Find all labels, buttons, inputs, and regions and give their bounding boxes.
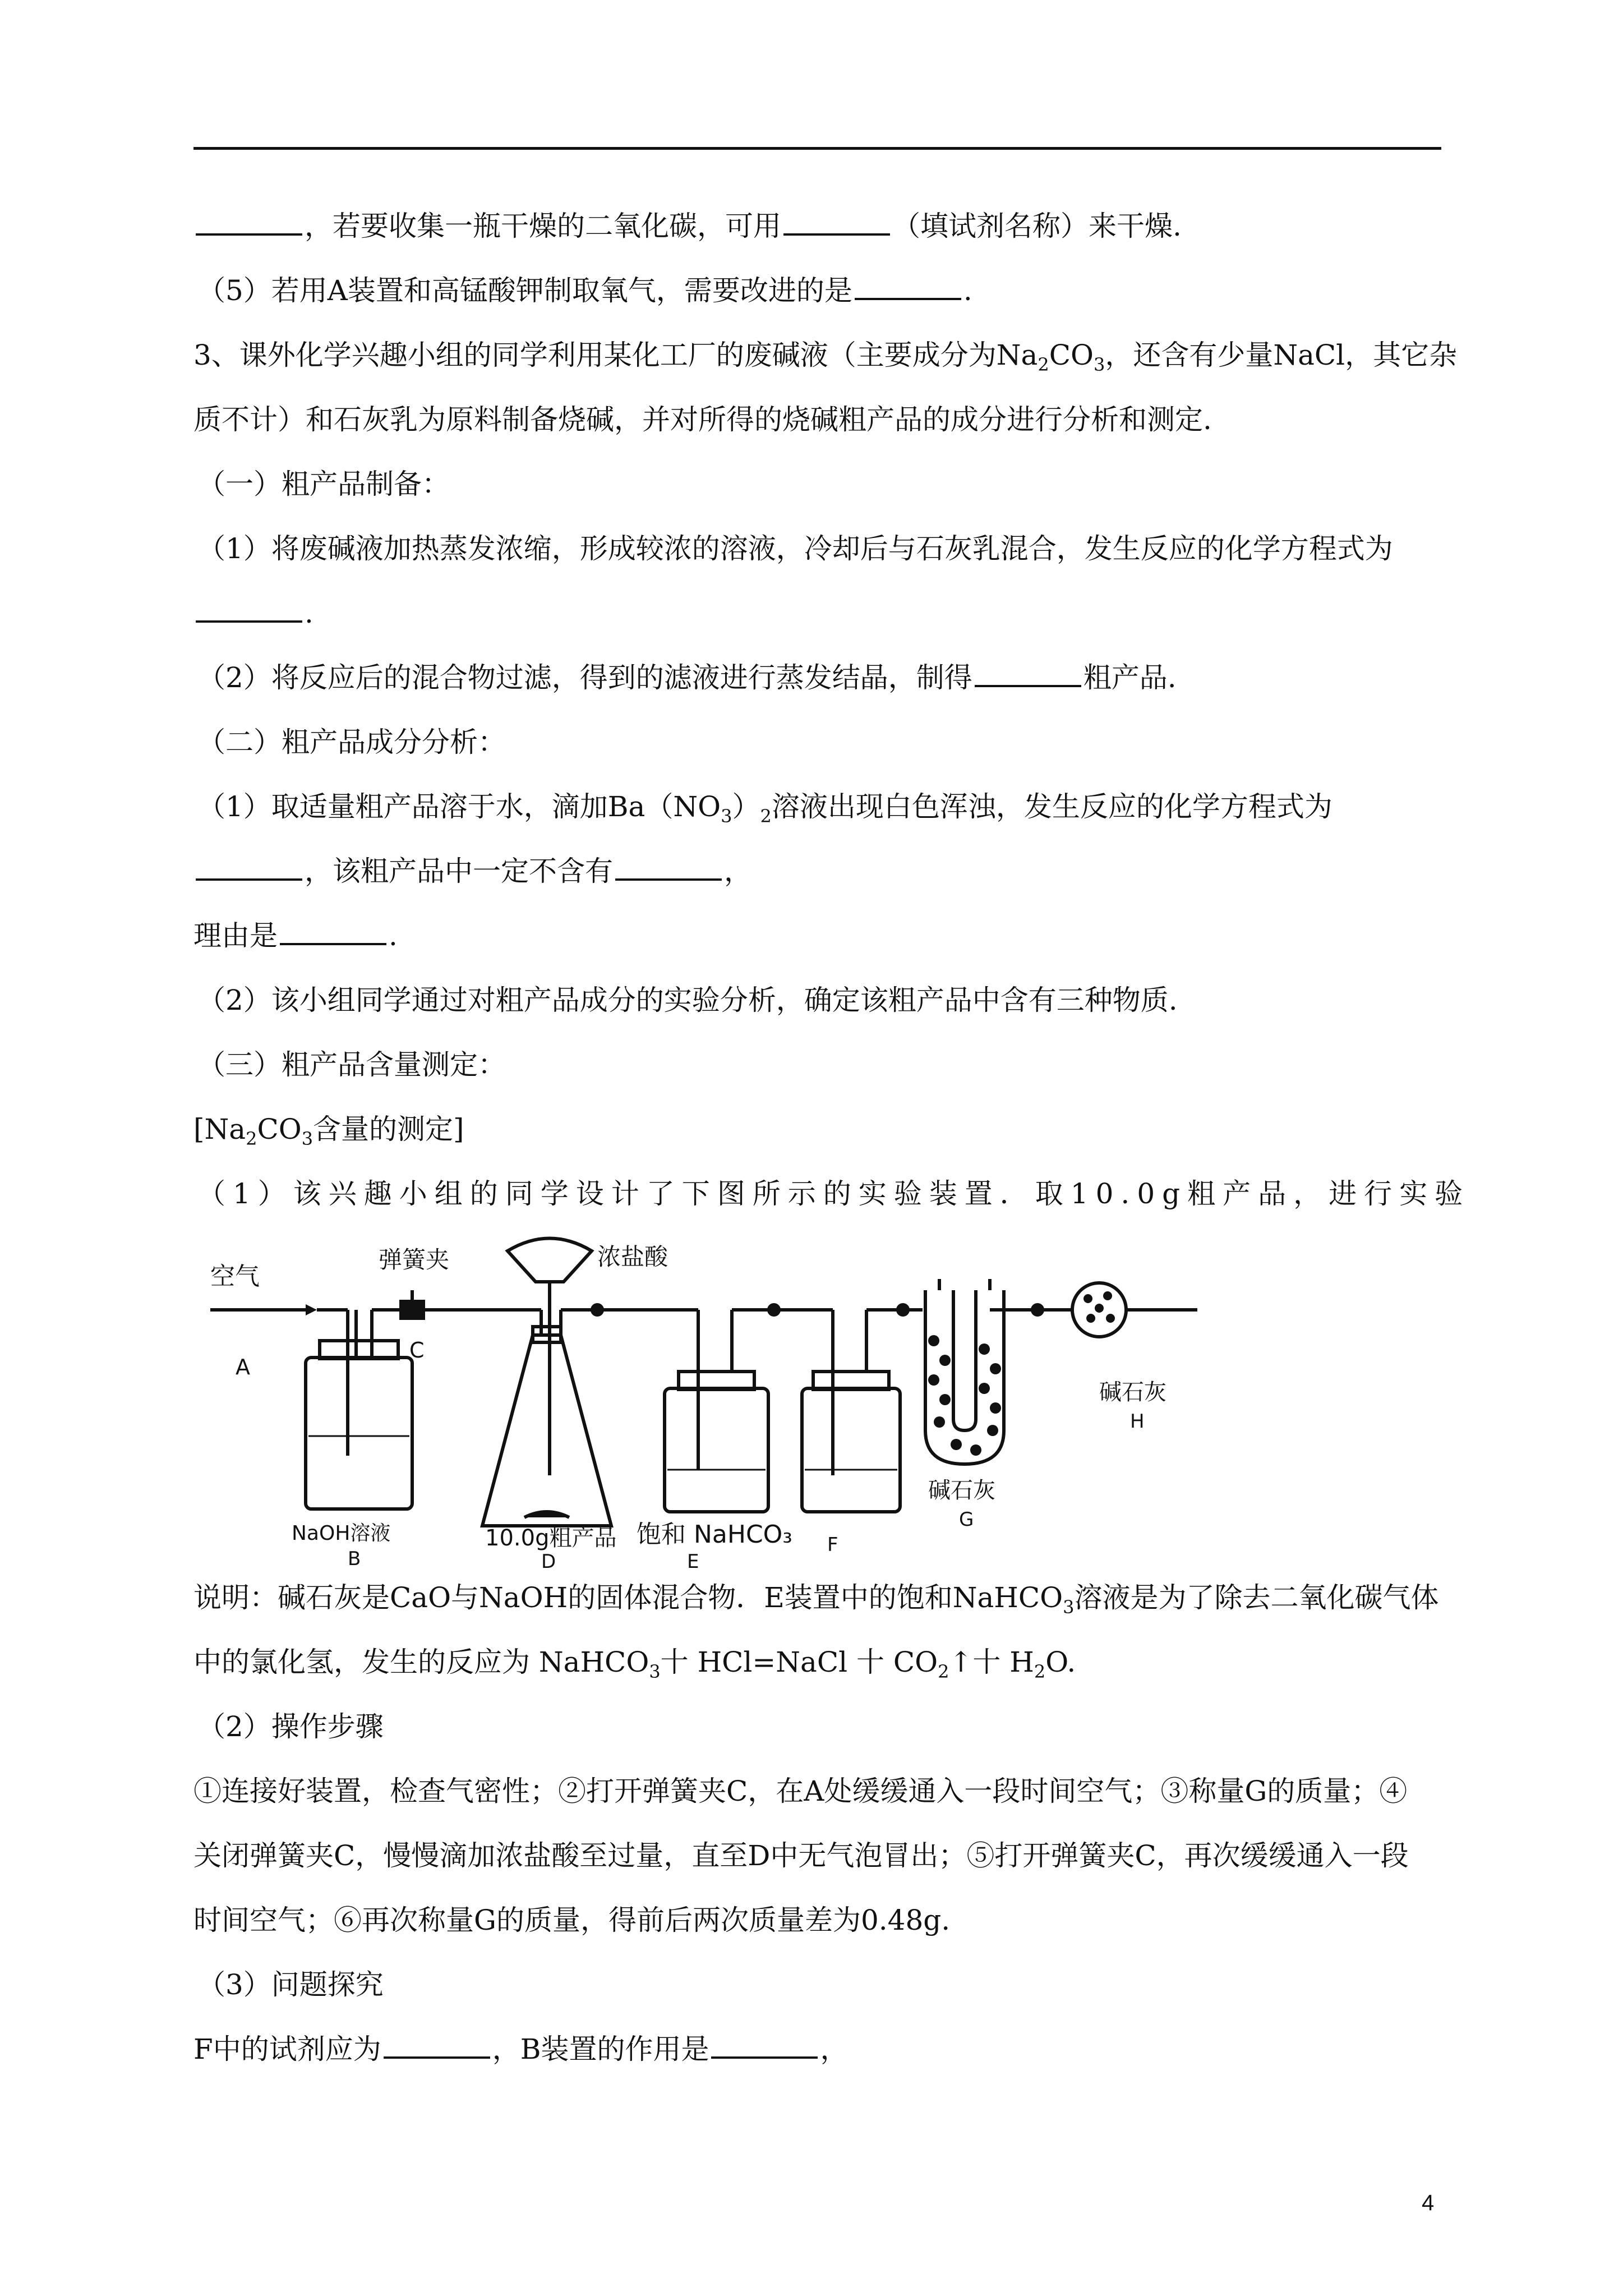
label-e: E bbox=[687, 1550, 699, 1573]
label-soda-lime-g: 碱石灰 bbox=[928, 1478, 995, 1503]
text-line-12: 理由是 . bbox=[193, 919, 398, 952]
label-naoh-solution: NaOH溶液 bbox=[292, 1522, 391, 1545]
crude-product-sample bbox=[524, 1512, 569, 1517]
bottle-b bbox=[306, 1358, 412, 1509]
label-b: B bbox=[348, 1548, 361, 1570]
section-heading-3: （三）粗产品含量测定： bbox=[197, 1048, 506, 1081]
text-line-19: （2）操作步骤 bbox=[197, 1710, 384, 1743]
label-soda-lime-h: 碱石灰 bbox=[1099, 1379, 1166, 1405]
subsection-heading: [$Na_2CO_3$含量的测定] bbox=[193, 1113, 464, 1149]
label-d: D bbox=[541, 1550, 556, 1573]
text-line-22: 时间空气；⑥再次称量G的质量，得前后两次质量差为0.48g. bbox=[193, 1904, 951, 1936]
text-line-20: ①连接好装置，检查气密性；②打开弹簧夹C，在A处缓缓通入一段时间空气；③称量G的质量；④ bbox=[193, 1775, 1408, 1807]
text-line-1: ，若要收集一瓶干燥的二氧化碳，可用 （填试剂名称）来干燥. bbox=[193, 208, 1182, 245]
text-line-23: （3）问题探究 bbox=[197, 1968, 384, 2001]
label-h: H bbox=[1130, 1410, 1145, 1433]
text-line-21: 关闭弹簧夹C，慢慢滴加浓盐酸至过量，直至D中无气泡冒出；⑤打开弹簧夹C，再次缓缓通入一段 bbox=[193, 1839, 1409, 1872]
text-line-11: ，该粗产品中一定不含有 ， bbox=[193, 853, 752, 890]
answer-blank[interactable] bbox=[975, 662, 1081, 687]
section-heading-2: （二）粗产品成分分析： bbox=[197, 726, 506, 758]
bottle-e bbox=[665, 1388, 768, 1512]
answer-blank[interactable] bbox=[196, 598, 302, 623]
text-line-4: 质不计）和石灰乳为原料制备烧碱，并对所得的烧碱粗产品的成分进行分析和测定. bbox=[193, 403, 1212, 436]
label-crude-product: 10.0g粗产品 bbox=[485, 1525, 617, 1551]
answer-blank[interactable] bbox=[711, 2034, 818, 2059]
header-rule bbox=[193, 147, 1441, 150]
answer-blank[interactable] bbox=[855, 275, 961, 300]
answer-blank[interactable] bbox=[615, 856, 722, 881]
answer-blank[interactable] bbox=[196, 856, 302, 881]
flask-d bbox=[482, 1335, 611, 1526]
soda-lime-granules bbox=[928, 1291, 1115, 1456]
question-3-intro: 3、课外化学兴趣小组的同学利用某化工厂的废碱液（主要成分为$Na_2CO_3$，还含有少量NaCl，其它杂 bbox=[193, 339, 1458, 375]
text-line-6: （1）将废碱液加热蒸发浓缩，形成较浓的溶液，冷却后与石灰乳混合，发生反应的化学方程式为 bbox=[197, 532, 1393, 565]
answer-blank[interactable] bbox=[280, 921, 386, 945]
label-air: 空气 bbox=[210, 1262, 260, 1291]
label-saturated-nahco3: 饱和 NaHCO₃ bbox=[637, 1520, 792, 1549]
text-line-8: （2）将反应后的混合物过滤，得到的滤液进行蒸发结晶，制得 粗产品. bbox=[197, 661, 1177, 694]
label-a: A bbox=[236, 1355, 250, 1379]
label-f: F bbox=[827, 1534, 838, 1556]
label-spring-clamp: 弹簧夹 bbox=[379, 1246, 450, 1273]
answer-blank[interactable] bbox=[196, 211, 302, 236]
text-line-17: 说明：碱石灰是CaO与NaOH的固体混合物．E装置中的饱和NaHCO$_3$溶液是为了除去二氧化碳气体 bbox=[193, 1581, 1439, 1618]
answer-blank[interactable] bbox=[783, 211, 890, 236]
answer-blank[interactable] bbox=[384, 2034, 490, 2059]
separatory-funnel bbox=[508, 1239, 592, 1282]
label-c: C bbox=[409, 1338, 425, 1363]
bottle-f bbox=[802, 1388, 900, 1512]
spring-clamp-c bbox=[401, 1301, 423, 1318]
label-g: G bbox=[959, 1508, 974, 1531]
arrow-head bbox=[306, 1304, 317, 1315]
section-heading-1: （一）粗产品制备： bbox=[197, 468, 450, 500]
text-line-13: （2）该小组同学通过对粗产品成分的实验分析，确定该粗产品中含有三种物质. bbox=[197, 984, 1178, 1016]
text-line-2: （5）若用A装置和高锰酸钾制取氧气，需要改进的是 . bbox=[197, 274, 972, 307]
text-line-18: 中的氯化氢，发生的反应为 NaHCO$_3$十 HCl=NaCl 十 $CO_2↑$十 $H_2O$. bbox=[193, 1646, 1076, 1682]
page-number: 4 bbox=[1422, 2191, 1435, 2215]
text-line-10: （1）取适量粗产品溶于水，滴加$Ba(NO_3)_2$溶液出现白色浑浊，发生反应的化学方程式为 bbox=[197, 790, 1332, 827]
text-line-16: （1）该兴趣小组的同学设计了下图所示的实验装置．取10.0g粗产品，进行实验 bbox=[197, 1177, 1470, 1210]
experiment-apparatus-diagram bbox=[193, 1228, 1214, 1573]
text-line-24: F中的试剂应为 ，B装置的作用是 ， bbox=[193, 2033, 849, 2065]
label-conc-hcl: 浓盐酸 bbox=[597, 1243, 668, 1271]
text-line-7: . bbox=[193, 595, 313, 632]
